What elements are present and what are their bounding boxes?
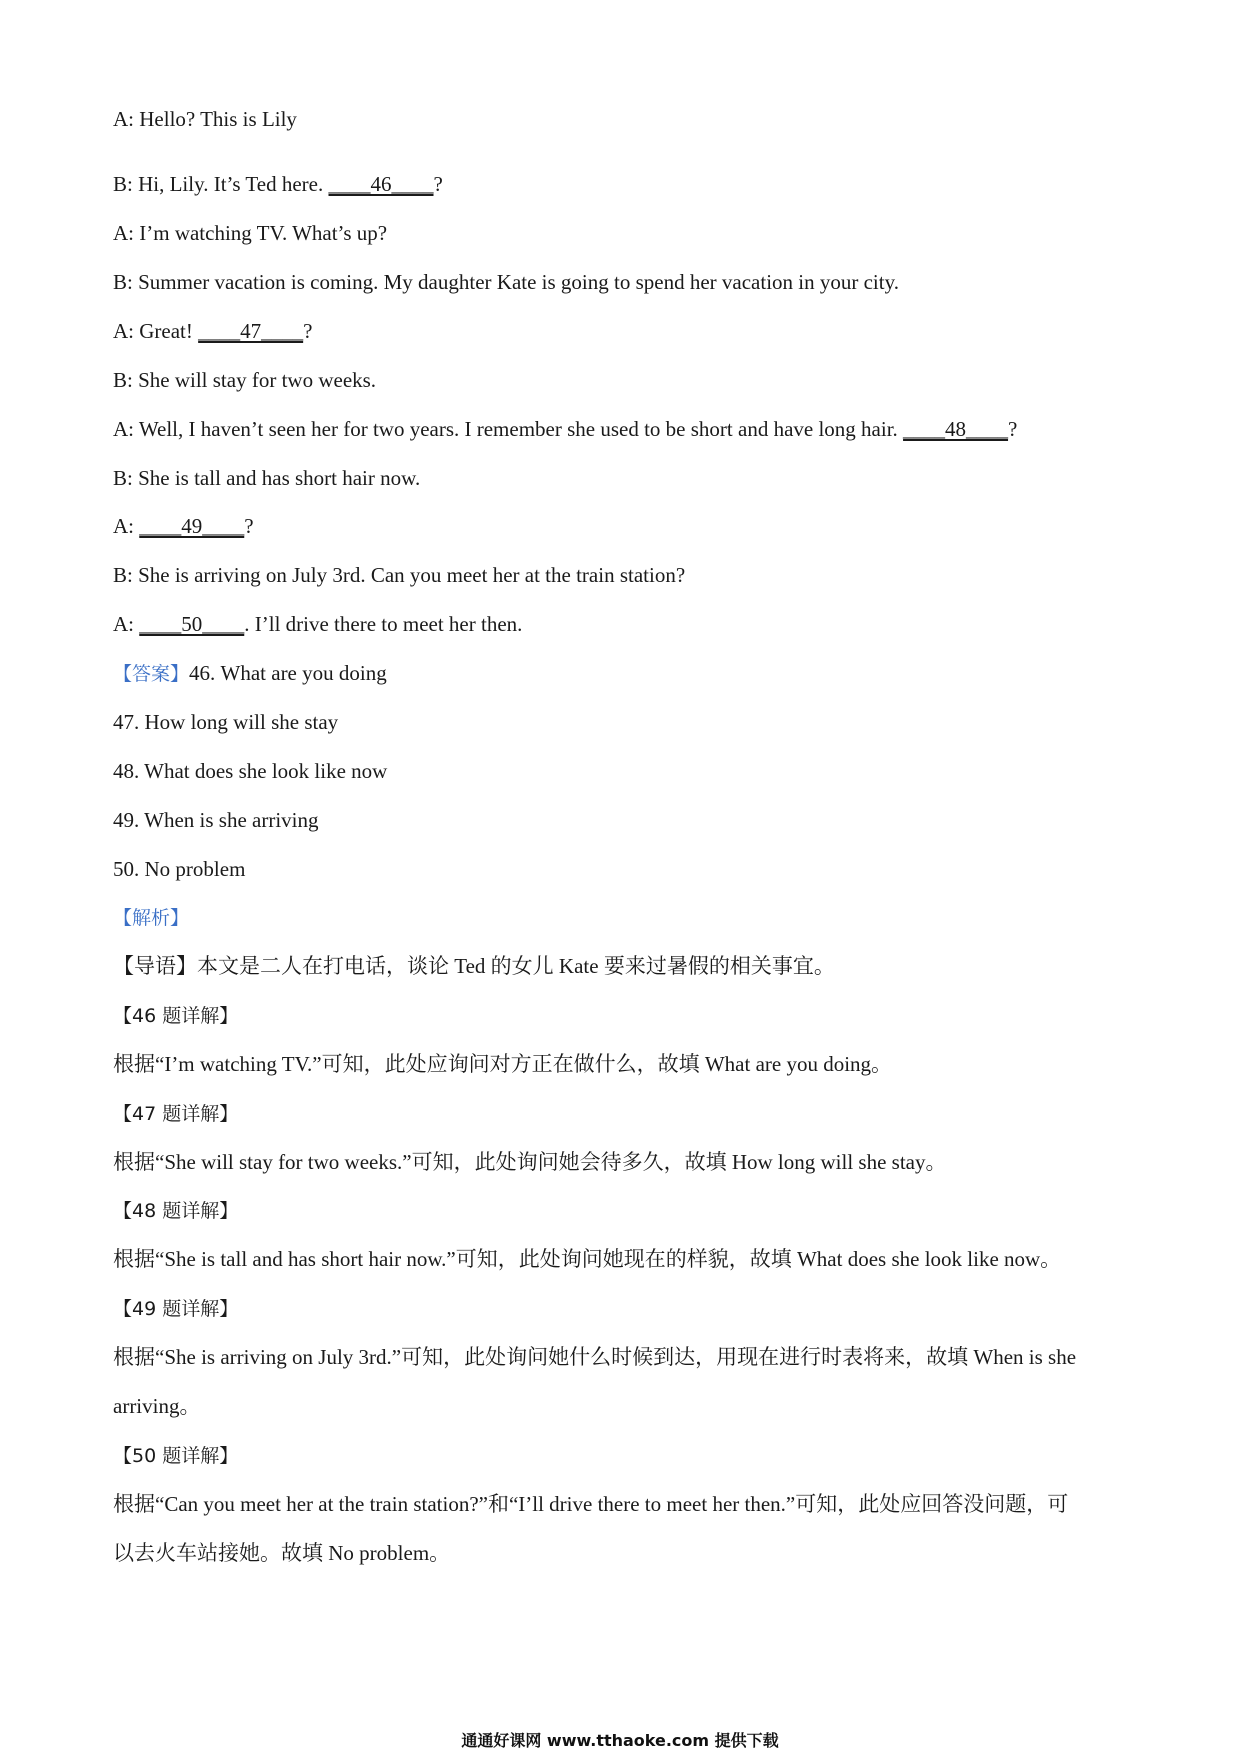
dialogue-line-6 <box>113 365 376 395</box>
dialogue-text: She is tall and has short hair now. <box>132 466 421 490</box>
dialogue-line-2 <box>113 169 443 199</box>
answer-item: 49. When is she arriving <box>113 808 319 832</box>
detail-49-text-1 <box>113 1342 1076 1372</box>
dialogue-text: She is arriving on July 3rd. Can you meet her at the train station? <box>132 563 686 587</box>
detail-50-text-2 <box>113 1538 450 1568</box>
blank-50: ____50____ <box>139 612 245 636</box>
dialogue-line-9 <box>113 511 254 541</box>
detail-title: 【47 题详解】 <box>113 1103 239 1125</box>
blank-48: ____48____ <box>903 417 1009 441</box>
detail-50-text-1 <box>113 1489 1068 1519</box>
answer-item: 48. What does she look like now <box>113 759 388 783</box>
dialogue-line-7 <box>113 414 1017 444</box>
dialogue-line-10 <box>113 560 685 590</box>
speaker: B: <box>113 270 133 294</box>
dialogue-text: She will stay for two weeks. <box>132 368 377 392</box>
blank-46: ____46____ <box>328 172 434 196</box>
dialogue-text-after: ? <box>433 172 443 196</box>
dialogue-text: Hello? This is Lily <box>134 107 297 131</box>
speaker: A: <box>113 107 134 131</box>
answer-line-50 <box>113 854 245 884</box>
dialogue-line-3 <box>113 218 387 248</box>
detail-text: 根据“She will stay for two weeks.”可知，此处询问她会待多久，故填 How long will she stay。 <box>113 1150 947 1174</box>
speaker: B: <box>113 368 133 392</box>
dialogue-line-4 <box>113 267 899 297</box>
speaker: A: <box>113 417 134 441</box>
detail-title: 【50 题详解】 <box>113 1445 239 1467</box>
analysis-tag: 【解析】 <box>113 907 190 929</box>
detail-47-text <box>113 1147 947 1177</box>
detail-title: 【46 题详解】 <box>113 1005 239 1027</box>
detail-46-text <box>113 1049 892 1079</box>
speaker: A: <box>113 514 134 538</box>
detail-46-title <box>113 1000 238 1031</box>
answer-line-47 <box>113 707 338 737</box>
detail-49-title <box>113 1293 238 1324</box>
answer-item: 46. What are you doing <box>189 661 387 685</box>
dialogue-line-8 <box>113 463 420 493</box>
detail-50-title <box>113 1440 238 1471</box>
answer-line-46 <box>113 658 387 689</box>
dialogue-line-1 <box>113 104 297 134</box>
intro-text: 【导语】本文是二人在打电话，谈论 Ted 的女儿 Kate 要来过暑假的相关事宜。 <box>113 954 835 978</box>
detail-48-title <box>113 1195 238 1226</box>
detail-text: 根据“She is tall and has short hair now.”可知，此处询问她现在的样貌，故填 What does she look like now。 <box>113 1247 1062 1271</box>
speaker: A: <box>113 612 134 636</box>
detail-title: 【49 题详解】 <box>113 1298 239 1320</box>
dialogue-text: Summer vacation is coming. My daughter Kate is going to spend her vacation in your city. <box>132 270 899 294</box>
dialogue-line-5 <box>113 316 312 346</box>
page-footer: 通通好课网 www.tthaoke.com 提供下载 <box>461 1731 779 1750</box>
dialogue-text-after: ? <box>1008 417 1018 441</box>
dialogue-text: Great! <box>134 319 199 343</box>
dialogue-text-after: . I’ll drive there to meet her then. <box>244 612 523 636</box>
answer-tag: 【答案】 <box>113 663 190 685</box>
detail-text: arriving。 <box>113 1394 201 1418</box>
detail-text: 根据“She is arriving on July 3rd.”可知，此处询问她什么时候到达，用现在进行时表将来，故填 When is she <box>113 1345 1077 1369</box>
blank-47: ____47____ <box>198 319 304 343</box>
answer-line-49 <box>113 805 319 835</box>
detail-text: 根据“Can you meet her at the train station?”和“I’ll drive there to meet her then.”可知，此处应回答没问题，可 <box>113 1492 1069 1516</box>
analysis-intro <box>113 951 835 981</box>
dialogue-text: Well, I haven’t seen her for two years. I remember she used to be short and have long hair. <box>134 417 904 441</box>
analysis-heading <box>113 902 189 933</box>
answer-item: 50. No problem <box>113 857 246 881</box>
dialogue-text-after: ? <box>303 319 313 343</box>
detail-text: 根据“I’m watching TV.”可知，此处应询问对方正在做什么，故填 What are you doing。 <box>113 1052 893 1076</box>
detail-title: 【48 题详解】 <box>113 1200 239 1222</box>
blank-49: ____49____ <box>139 514 245 538</box>
dialogue-line-11 <box>113 609 522 639</box>
answer-item: 47. How long will she stay <box>113 710 339 734</box>
speaker: A: <box>113 221 134 245</box>
dialogue-text: Hi, Lily. It’s Ted here. <box>132 172 329 196</box>
detail-49-text-2 <box>113 1391 200 1421</box>
speaker: B: <box>113 466 133 490</box>
detail-47-title <box>113 1098 238 1129</box>
speaker: B: <box>113 172 133 196</box>
speaker: A: <box>113 319 134 343</box>
answer-line-48 <box>113 756 387 786</box>
detail-48-text <box>113 1244 1061 1274</box>
detail-text: 以去火车站接她。故填 No problem。 <box>113 1541 451 1565</box>
dialogue-text-after: ? <box>244 514 254 538</box>
dialogue-text: I’m watching TV. What’s up? <box>134 221 388 245</box>
speaker: B: <box>113 563 133 587</box>
